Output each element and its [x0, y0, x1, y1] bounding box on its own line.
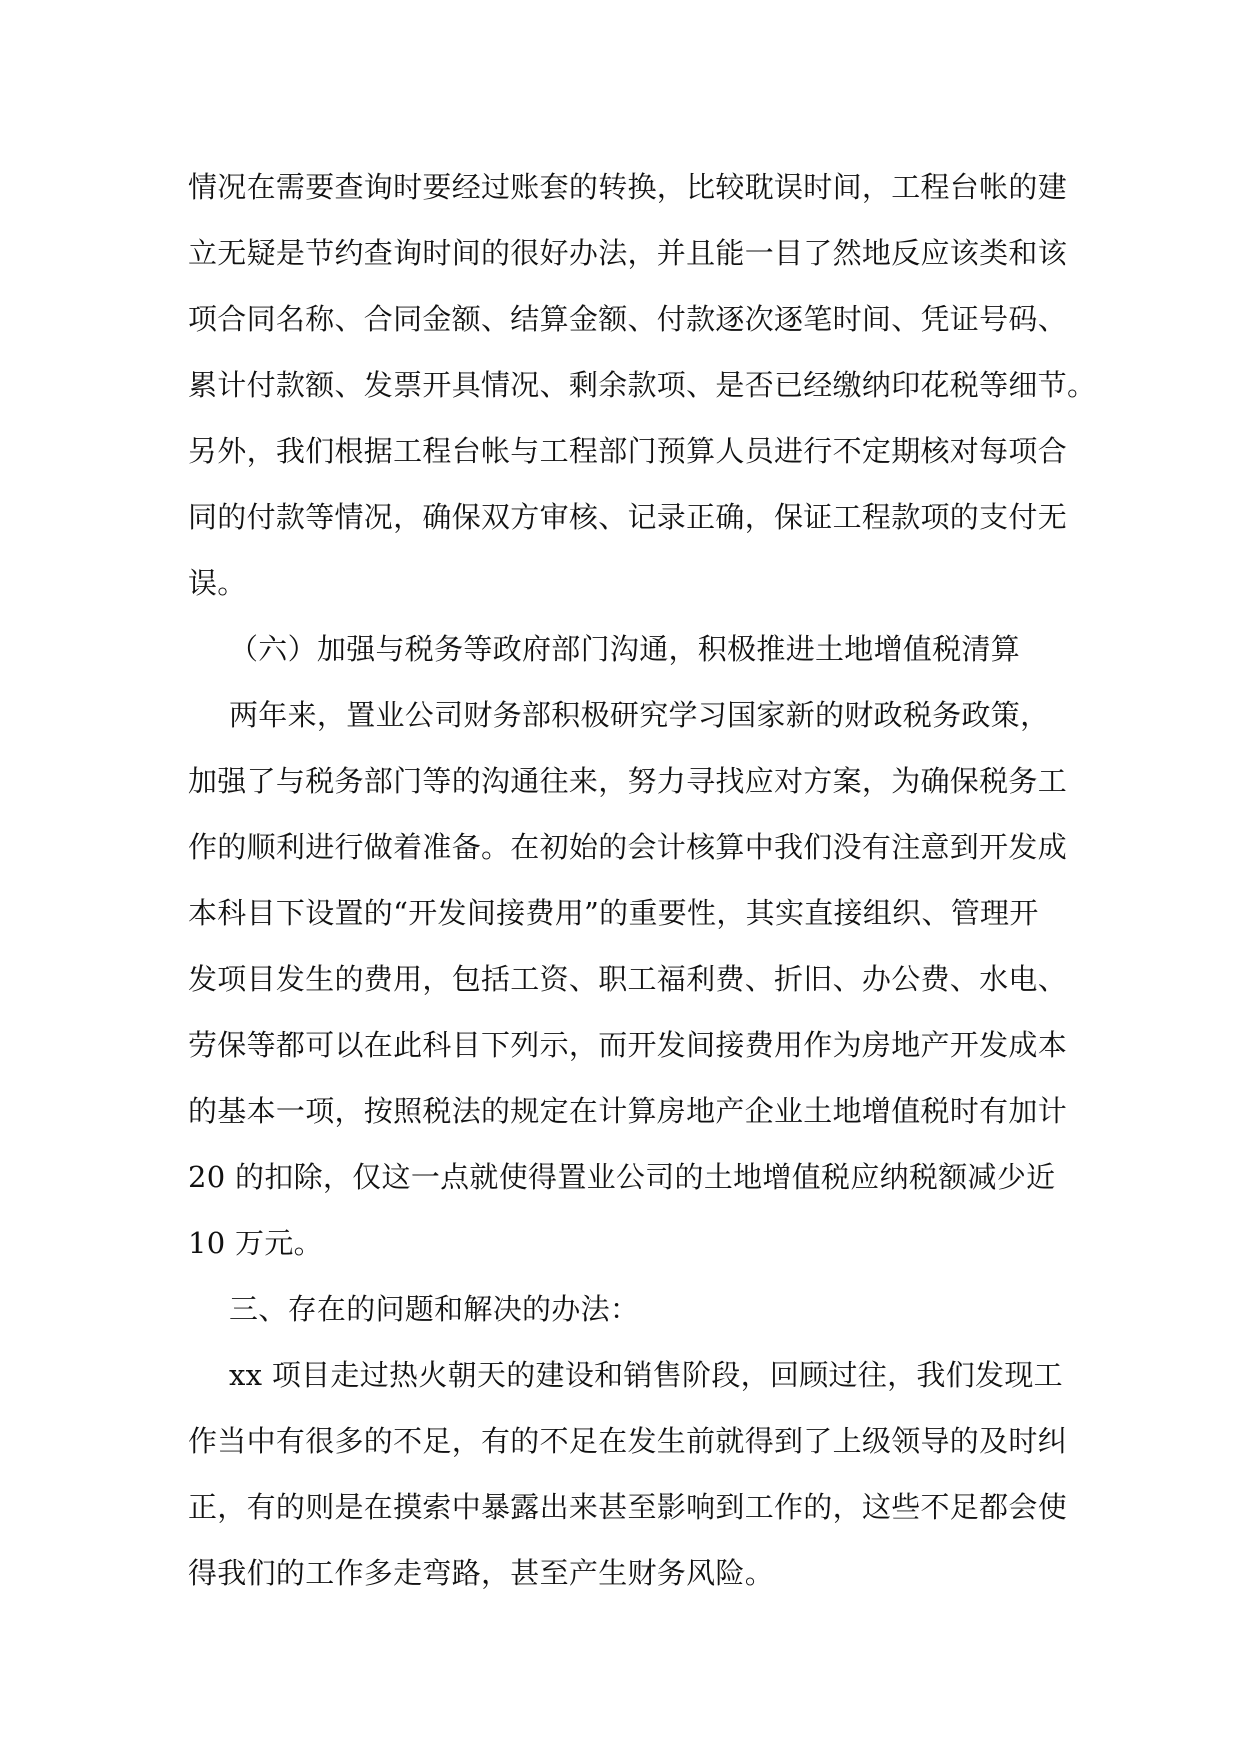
body-text-line: 作当中有很多的不足，有的不足在发生前就得到了上级领导的及时纠 — [188, 1424, 1068, 1458]
body-text-line: 正，有的则是在摸索中暴露出来甚至影响到工作的，这些不足都会使 — [188, 1490, 1068, 1524]
body-text-line: 情况在需要查询时要经过账套的转换，比较耽误时间，工程台帐的建 — [188, 170, 1068, 204]
body-text-line: 的基本一项，按照税法的规定在计算房地产企业土地增值税时有加计 — [188, 1094, 1068, 1128]
body-text-line: 累计付款额、发票开具情况、剩余款项、是否已经缴纳印花税等细节。 — [188, 368, 1097, 402]
body-text-line: 得我们的工作多走弯路，甚至产生财务风险。 — [188, 1556, 775, 1590]
paragraph-first-line: xx 项目走过热火朝天的建设和销售阶段，回顾过往，我们发现工 — [229, 1358, 1063, 1392]
paragraph-first-line: 两年来，置业公司财务部积极研究学习国家新的财政税务政策， — [229, 698, 1050, 732]
body-text-line: 误。 — [188, 566, 247, 600]
body-text-line: 本科目下设置的“开发间接费用”的重要性，其实直接组织、管理开 — [188, 896, 1039, 930]
body-text-line: 劳保等都可以在此科目下列示，而开发间接费用作为房地产开发成本 — [188, 1028, 1068, 1062]
body-text-line: 同的付款等情况，确保双方审核、记录正确，保证工程款项的支付无 — [188, 500, 1068, 534]
body-text-line: 作的顺利进行做着准备。在初始的会计核算中我们没有注意到开发成 — [188, 830, 1068, 864]
document-body — [188, 154, 1097, 1606]
section-heading: （六）加强与税务等政府部门沟通，积极推进土地增值税清算 — [229, 632, 1021, 666]
body-text-line: 项合同名称、合同金额、结算金额、付款逐次逐笔时间、凭证号码、 — [188, 302, 1068, 336]
body-text-line: 另外，我们根据工程台帐与工程部门预算人员进行不定期核对每项合 — [188, 434, 1068, 468]
body-text-line: 加强了与税务部门等的沟通往来，努力寻找应对方案，为确保税务工 — [188, 764, 1068, 798]
body-text-line: 10 万元。 — [188, 1226, 323, 1260]
section-heading: 三、存在的问题和解决的办法： — [229, 1292, 640, 1326]
body-text-line: 立无疑是节约查询时间的很好办法，并且能一目了然地反应该类和该 — [188, 236, 1068, 270]
body-text-line: 发项目发生的费用，包括工资、职工福利费、折旧、办公费、水电、 — [188, 962, 1068, 996]
body-text-line: 20 的扣除，仅这一点就使得置业公司的土地增值税应纳税额减少近 — [188, 1160, 1056, 1194]
